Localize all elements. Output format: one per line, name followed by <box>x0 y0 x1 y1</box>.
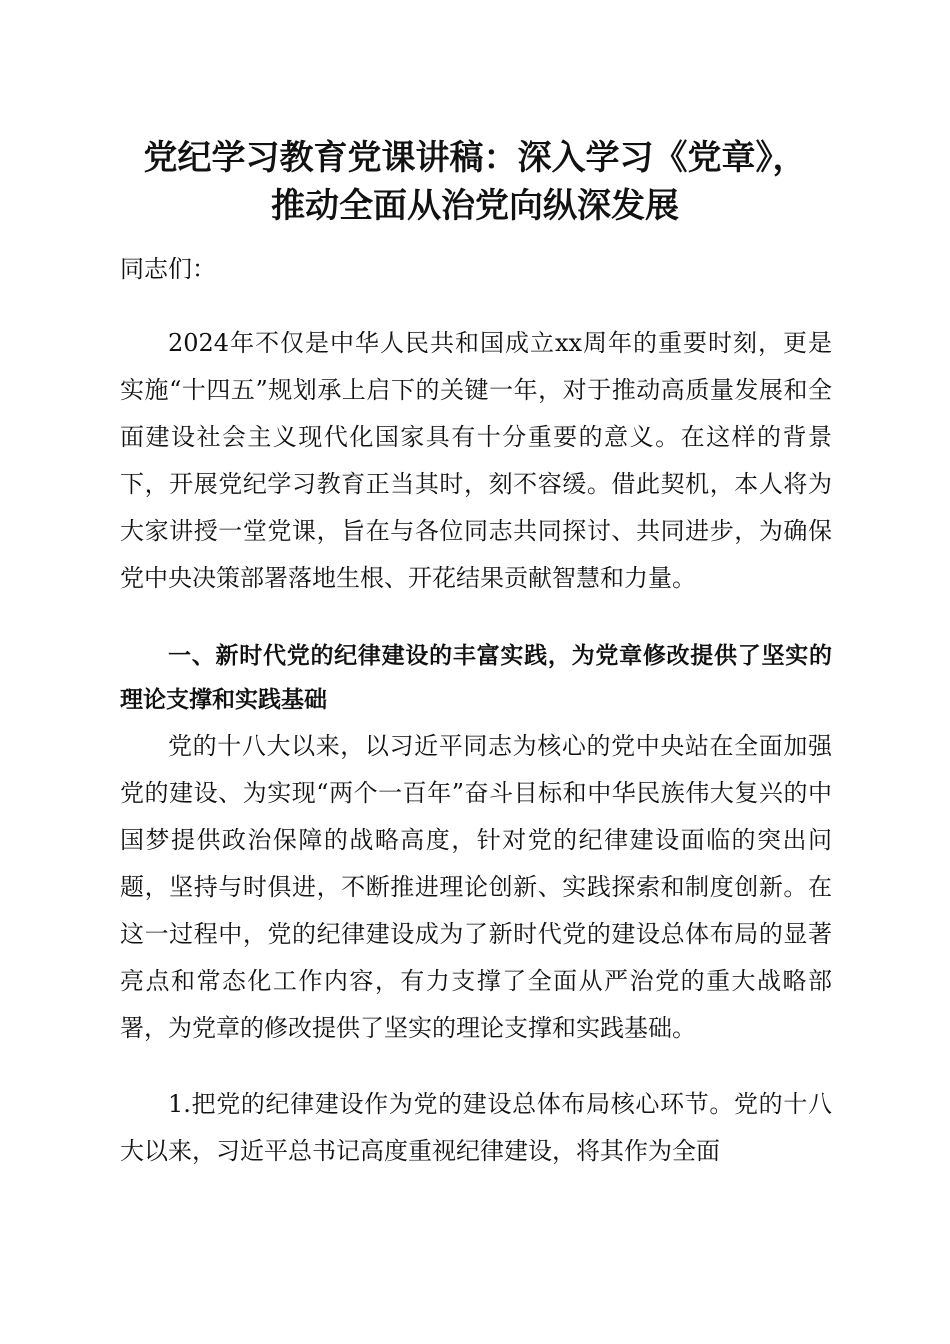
paragraph-point-1: 1.把党的纪律建设作为党的建设总体布局核心环节。党的十八大以来，习近平总书记高度重视纪律建设，将其作为全面 <box>120 1090 832 1165</box>
document-title-line-1: 党纪学习教育党课讲稿：深入学习《党章》， <box>143 138 807 178</box>
document-title-line-2: 推动全面从治党向纵深发展 <box>271 186 679 226</box>
paragraph-intro: 2024年不仅是中华人民共和国成立xx周年的重要时刻，更是实施“十四五”规划承上启下的关键一年，对于推动高质量发展和全面建设社会主义现代化国家具有十分重要的意义。在这样的背景下，开展党纪学习教育正当其时，刻不容缓。借此契机，本人将为大家讲授一堂党课，旨在与各位同志共同探讨、共同进步，为确保党中央决策部署落地生根、开花结果贡献智慧和力量。 <box>120 329 832 592</box>
salutation: 同志们： <box>120 255 216 283</box>
paragraph-section-1: 党的十八大以来，以习近平同志为核心的党中央站在全面加强党的建设、为实现“两个一百年”奋斗目标和中华民族伟大复兴的中国梦提供政治保障的战略高度，针对党的纪律建设面临的突出问题，坚持与时俱进，不断推进理论创新、实践探索和制度创新。在这一过程中，党的纪律建设成为了新时代党的建设总体布局的显著亮点和常态化工作内容，有力支撑了全面从严治党的重大战略部署，为党章的修改提供了坚实的理论支撑和实践基础。 <box>120 732 832 1042</box>
section-heading-1: 一、新时代党的纪律建设的丰富实践，为党章修改提供了坚实的理论支撑和实践基础 <box>120 643 832 713</box>
